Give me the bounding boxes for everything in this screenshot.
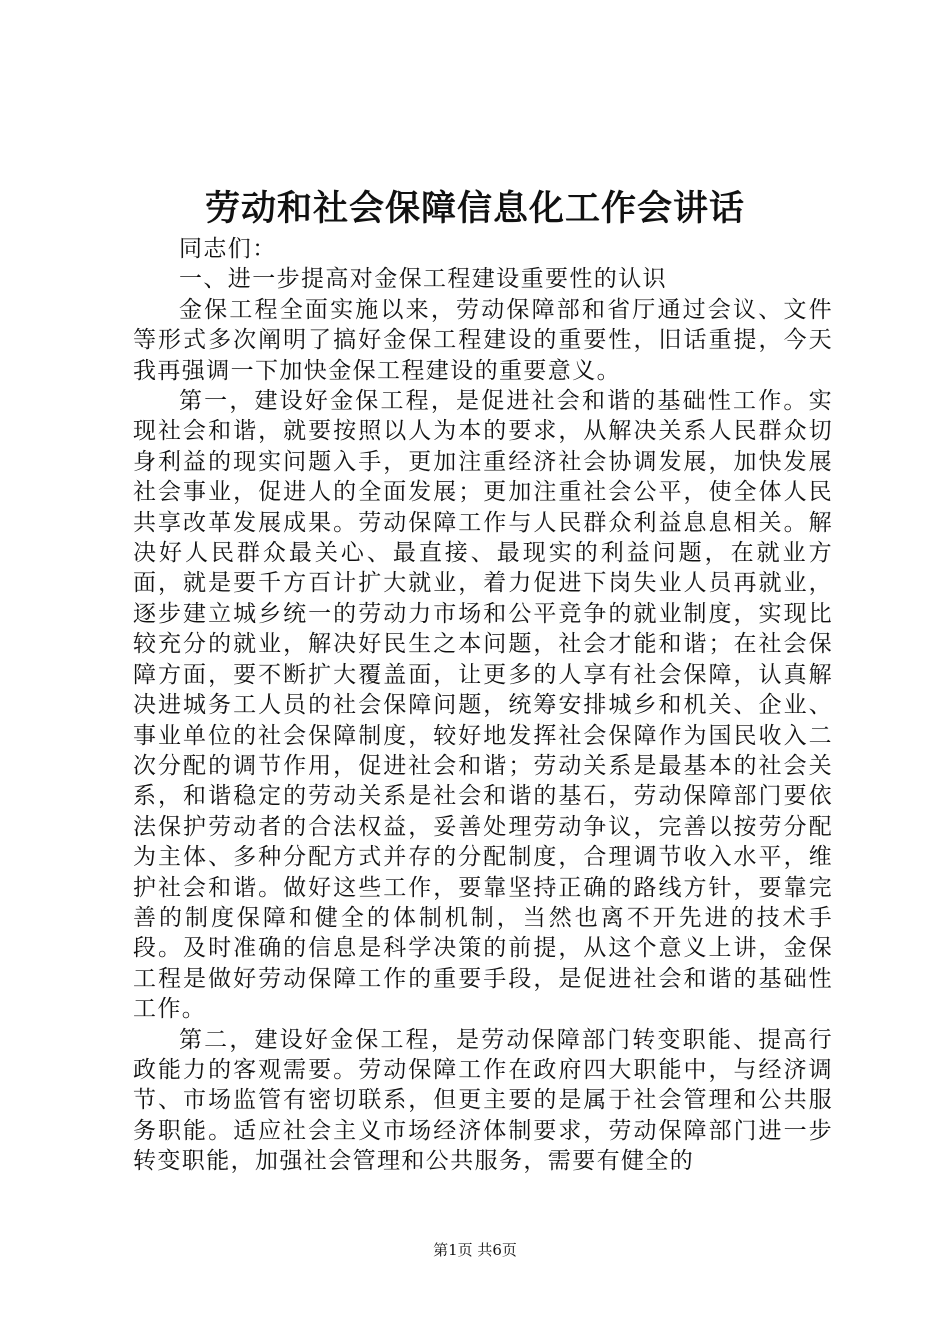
document-body — [133, 234, 833, 1177]
paragraph-intro: 金保工程全面实施以来，劳动保障部和省厅通过会议、文件等形式多次阐明了搞好金保工程建设的重要性，旧话重提，今天我再强调一下加快金保工程建设的重要意义。 — [133, 296, 833, 384]
page-number-footer: 第1页 共6页 — [433, 1241, 517, 1259]
paragraph-first-point: 第一，建设好金保工程，是促进社会和谐的基础性工作。实现社会和谐，就要按照以人为本的要求，从解决关系人民群众切身利益的现实问题入手，更加注重经济社会协调发展，加快发展社会事业，促进人的全面发展；更加注重社会公平，使全体人民共享改革发展成果。劳动保障工作与人民群众利益息息相关。解决好人民群众最关心、最直接、最现实的利益问题，在就业方面，就是要千方百计扩大就业，着力促进下岗失业人员再就业，逐步建立城乡统一的劳动力市场和公平竞争的就业制度，实现比较充分的就业，解决好民生之本问题，社会才能和谐；在社会保障方面，要不断扩大覆盖面，让更多的人享有社会保障，认真解决进城务工人员的社会保障问题，统筹安排城乡和机关、企业、事业单位的社会保障制度，较好地发挥社会保障作为国民收入二次分配的调节作用，促进社会和谐；劳动关系是最基本的社会关系，和谐稳定的劳动关系是社会和谐的基石，劳动保障部门要依法保护劳动者的合法权益，妥善处理劳动争议，完善以按劳分配为主体、多种分配方式并存的分配制度，合理调节收入水平，维护社会和谐。做好这些工作，要靠坚持正确的路线方针，要靠完善的制度保障和健全的体制机制，当然也离不开先进的技术手段。及时准确的信息是科学决策的前提，从这个意义上讲，金保工程是做好劳动保障工作的重要手段，是促进社会和谐的基础性工作。 — [133, 388, 833, 1023]
section-heading-1: 一、进一步提高对金保工程建设重要性的认识 — [179, 266, 667, 293]
paragraph-second-point: 第二，建设好金保工程，是劳动保障部门转变职能、提高行政能力的客观需要。劳动保障工作在政府四大职能中，与经济调节、市场监管有密切联系，但更主要的是属于社会管理和公共服务职能。适应社会主义市场经济体制要求，劳动保障部门进一步转变职能，加强社会管理和公共服务，需要有健全的 — [133, 1026, 833, 1175]
document-title: 劳动和社会保障信息化工作会讲话 — [204, 188, 745, 229]
salutation: 同志们： — [179, 236, 277, 262]
